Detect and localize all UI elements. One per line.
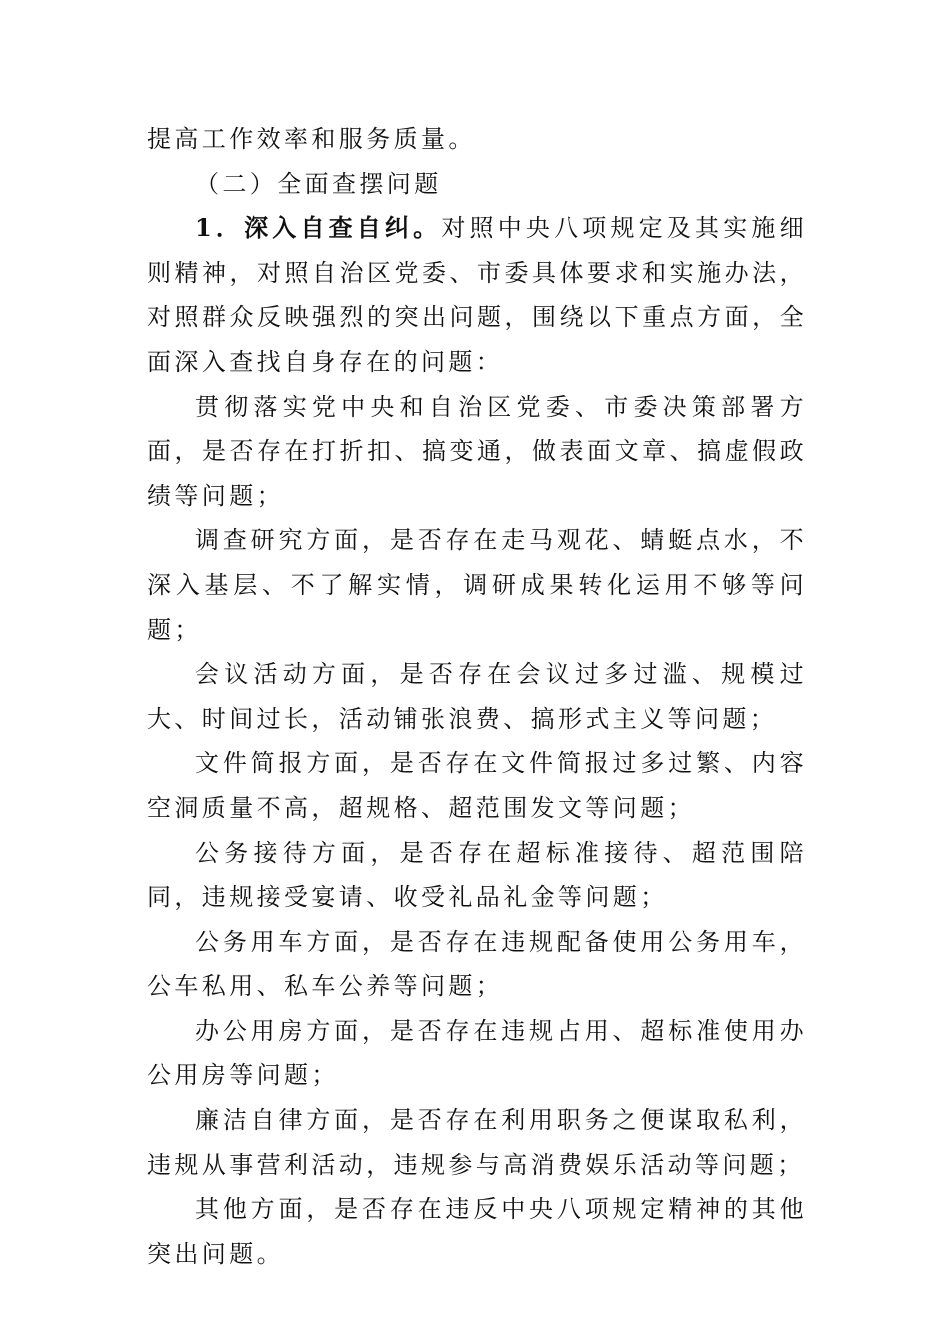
point-paragraph: 廉洁自律方面，是否存在利用职务之便谋取私利，违规从事营利活动，违规参与高消费娱乐活动等问题； xyxy=(147,1106,807,1179)
section-heading: （二）全面查摆问题 xyxy=(195,169,442,198)
item1-body: 对照中央八项规定及其实施细则精神，对照自治区党委、市委具体要求和实施办法，对照群众反映强烈的突出问题，围绕以下重点方面，全面深入查找自身存在的问题： xyxy=(147,214,807,376)
point-paragraph: 文件简报方面，是否存在文件简报过多过繁、内容空洞质量不高，超规格、超范围发文等问题； xyxy=(147,749,807,822)
point-paragraph: 办公用房方面，是否存在违规占用、超标准使用办公用房等问题； xyxy=(147,1016,807,1090)
point-paragraph: 贯彻落实党中央和自治区党委、市委决策部署方面，是否存在打折扣、搞变通，做表面文章、搞虚假政绩等问题； xyxy=(147,392,807,510)
opening-line: 提高工作效率和服务质量。 xyxy=(147,125,476,153)
point-paragraph: 调查研究方面，是否存在走马观花、蜻蜓点水，不深入基层、不了解实情，调研成果转化运用不够等问题； xyxy=(147,526,807,644)
item1-paragraph xyxy=(147,206,807,384)
item1-title: 1．深入自查自纠。 xyxy=(195,213,442,243)
point-paragraph: 公务用车方面，是否存在违规配备使用公务用车，公车私用、私车公养等问题； xyxy=(147,927,807,1001)
point-paragraph: 公务接待方面，是否存在超标准接待、超范围陪同，违规接受宴请、收受礼品礼金等问题； xyxy=(147,838,807,912)
point-paragraph: 其他方面，是否存在违反中央八项规定精神的其他突出问题。 xyxy=(147,1195,807,1268)
point-paragraph: 会议活动方面，是否存在会议过多过滥、规模过大、时间过长，活动铺张浪费、搞形式主义等问题； xyxy=(147,660,807,733)
document-page xyxy=(147,117,807,1276)
